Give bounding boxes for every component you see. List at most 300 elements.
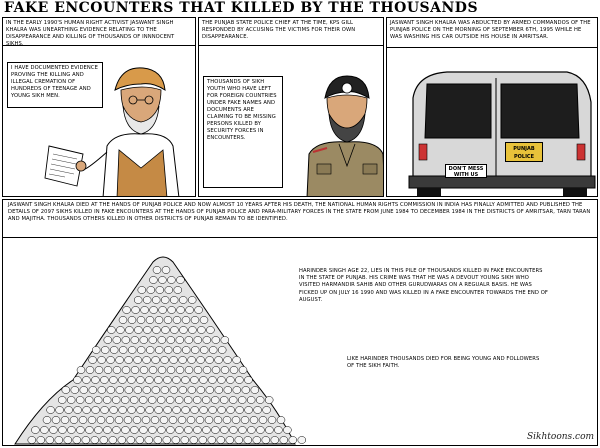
skull-shape <box>98 386 106 393</box>
skull-shape <box>131 336 139 343</box>
skull-shape <box>283 426 291 433</box>
skull-shape <box>239 366 247 373</box>
skull-shape <box>62 386 70 393</box>
skull-shape <box>271 436 279 443</box>
skull-shape <box>92 346 100 353</box>
skull-shape <box>121 426 129 433</box>
skull-shape <box>40 426 48 433</box>
skull-shape <box>199 436 207 443</box>
skull-shape <box>79 416 87 423</box>
skull-shape <box>233 356 241 363</box>
skull-shape <box>161 296 169 303</box>
skull-shape <box>139 426 147 433</box>
skull-shape <box>80 386 88 393</box>
skull-shape <box>125 326 133 333</box>
skull-shape <box>164 346 172 353</box>
skull-shape <box>208 436 216 443</box>
skull-shape <box>238 426 246 433</box>
skull-shape <box>289 436 297 443</box>
skull-shape <box>182 406 190 413</box>
skull-shape <box>110 346 118 353</box>
skull-shape <box>104 366 112 373</box>
skull-shape <box>109 376 117 383</box>
skull-shape <box>182 346 190 353</box>
skull-shape <box>170 386 178 393</box>
skull-shape <box>170 326 178 333</box>
skull-shape <box>146 316 154 323</box>
skull-shape <box>100 436 108 443</box>
skull-shape <box>146 406 154 413</box>
skull-shape <box>188 296 196 303</box>
skull-shape <box>71 386 79 393</box>
skull-shape <box>134 356 142 363</box>
skull-shape <box>229 396 237 403</box>
skull-shape <box>118 436 126 443</box>
skull-shape <box>179 356 187 363</box>
skull-shape <box>262 436 270 443</box>
skull-shape <box>149 276 157 283</box>
skull-shape <box>247 396 255 403</box>
skull-shape <box>107 356 115 363</box>
skull-shape <box>148 426 156 433</box>
skull-shape <box>116 356 124 363</box>
skull-shape <box>179 326 187 333</box>
skull-shape <box>256 396 264 403</box>
skull-shape <box>73 376 81 383</box>
panel-kps-gill <box>198 17 384 197</box>
skull-shape <box>128 316 136 323</box>
skull-shape <box>166 426 174 433</box>
skull-shape <box>176 366 184 373</box>
skull-shape <box>200 316 208 323</box>
skull-shape <box>175 426 183 433</box>
skull-shape <box>100 376 108 383</box>
skull-shape <box>89 386 97 393</box>
skull-shape <box>220 396 228 403</box>
skull-shape <box>133 416 141 423</box>
skull-shape <box>47 406 55 413</box>
skull-shape <box>245 406 253 413</box>
skull-shape <box>214 416 222 423</box>
skull-shape <box>43 416 51 423</box>
skull-shape <box>197 386 205 393</box>
skull-shape <box>140 366 148 373</box>
skull-shape <box>91 436 99 443</box>
sticker-line: DON'T MESS <box>448 166 484 172</box>
skull-shape <box>121 396 129 403</box>
skull-shape <box>241 416 249 423</box>
skull-shape <box>152 326 160 333</box>
skull-shape <box>250 416 258 423</box>
skull-shape <box>181 436 189 443</box>
skull-shape <box>238 396 246 403</box>
skull-shape <box>67 396 75 403</box>
skull-shape <box>265 426 273 433</box>
skull-shape <box>161 356 169 363</box>
skull-shape <box>143 326 151 333</box>
skull-shape <box>113 366 121 373</box>
skull-shape <box>112 426 120 433</box>
skull-shape <box>170 296 178 303</box>
skull-shape <box>89 356 97 363</box>
skull-shape <box>235 436 243 443</box>
skull-shape <box>172 436 180 443</box>
skull-shape <box>103 396 111 403</box>
page-title: FAKE ENCOUNTERS THAT KILLED BY THE THOUSANDS <box>4 0 479 16</box>
skull-shape <box>127 376 135 383</box>
skull-shape <box>265 396 273 403</box>
skull-shape <box>147 286 155 293</box>
skull-shape <box>128 346 136 353</box>
skull-shape <box>109 436 117 443</box>
skull-shape <box>165 286 173 293</box>
panel-abduction <box>386 17 598 197</box>
skull-shape <box>97 416 105 423</box>
skull-shape <box>200 406 208 413</box>
skull-shape <box>85 396 93 403</box>
skull-shape <box>167 336 175 343</box>
skull-shape <box>179 296 187 303</box>
skull-shape <box>158 366 166 373</box>
skull-shape <box>116 386 124 393</box>
skull-shape <box>212 366 220 373</box>
skull-shape <box>259 416 267 423</box>
skull-shape <box>211 396 219 403</box>
skull-shape <box>196 416 204 423</box>
skull-shape <box>161 386 169 393</box>
skull-shape <box>155 406 163 413</box>
skull-shape <box>188 326 196 333</box>
skull-shape <box>77 366 85 373</box>
skull-shape <box>107 386 115 393</box>
skull-shape <box>179 386 187 393</box>
skull-shape <box>224 356 232 363</box>
skull-shape <box>156 286 164 293</box>
skull-shape <box>119 316 127 323</box>
skull-shape <box>173 346 181 353</box>
skull-shape <box>169 416 177 423</box>
skull-shape <box>154 436 162 443</box>
skull-shape <box>95 366 103 373</box>
skull-shape <box>181 376 189 383</box>
skull-shape <box>190 436 198 443</box>
skull-shape <box>168 306 176 313</box>
skull-shape <box>199 376 207 383</box>
skull-shape <box>139 396 147 403</box>
skull-shape <box>130 396 138 403</box>
skull-shape <box>190 376 198 383</box>
skull-shape <box>58 396 66 403</box>
skull-shape <box>101 346 109 353</box>
skull-shape <box>221 336 229 343</box>
skull-shape <box>76 396 84 403</box>
skull-shape <box>143 356 151 363</box>
skull-shape <box>235 376 243 383</box>
skull-shape <box>118 376 126 383</box>
skull-shape <box>88 416 96 423</box>
skull-shape <box>70 416 78 423</box>
skull-shape <box>202 396 210 403</box>
skull-shape <box>209 406 217 413</box>
skull-shape <box>212 336 220 343</box>
skull-shape <box>191 346 199 353</box>
skull-shape <box>124 416 132 423</box>
skull-shape <box>208 376 216 383</box>
skull-shape <box>106 416 114 423</box>
skull-shape <box>113 336 121 343</box>
skull-shape <box>154 376 162 383</box>
skull-shape <box>140 336 148 343</box>
skull-shape <box>157 396 165 403</box>
skull-shape <box>223 416 231 423</box>
skull-shape <box>131 366 139 373</box>
skull-shape <box>137 316 145 323</box>
skull-shape <box>31 426 39 433</box>
skull-shape <box>200 346 208 353</box>
skull-shape <box>206 326 214 333</box>
skull-shape <box>203 336 211 343</box>
skull-shape <box>146 346 154 353</box>
skull-shape <box>148 396 156 403</box>
skull-shape <box>206 356 214 363</box>
skull-shape <box>125 386 133 393</box>
panel-caption: THE PUNJAB STATE POLICE CHIEF AT THE TIME, KPS GILL RESPONDED BY ACCUSING THE VICTIMS FOR THEIR OWN DISAPPEARANCE. <box>199 18 383 46</box>
speech-bubble: I HAVE DOCUMENTED EVIDENCE PROVING THE KILLING AND ILLEGAL CREMATION OF HUNDREDS OF TEENAGE AND YOUNG SIKH MEN. <box>7 62 103 108</box>
skull-shape <box>141 306 149 313</box>
skull-shape <box>164 316 172 323</box>
skull-shape <box>227 406 235 413</box>
skull-shape <box>128 406 136 413</box>
skull-shape <box>152 386 160 393</box>
skull-shape <box>163 376 171 383</box>
skull-shape <box>58 426 66 433</box>
skull-shape <box>145 436 153 443</box>
skull-shape <box>151 416 159 423</box>
skull-shape <box>142 416 150 423</box>
skull-shape <box>174 286 182 293</box>
skull-shape <box>195 306 203 313</box>
skull-shape <box>130 426 138 433</box>
plate-line: PUNJAB <box>513 146 535 152</box>
skull-shape <box>184 426 192 433</box>
skull-shape <box>157 426 165 433</box>
skull-shape <box>221 366 229 373</box>
skull-shape <box>112 396 120 403</box>
skull-shape <box>224 386 232 393</box>
skull-shape <box>173 316 181 323</box>
panel-khalra <box>2 17 196 197</box>
skull-shape <box>98 356 106 363</box>
skull-shape <box>76 426 84 433</box>
skull-shape <box>143 386 151 393</box>
skull-shape <box>94 396 102 403</box>
skull-shape <box>119 406 127 413</box>
skull-shape <box>37 436 45 443</box>
skull-shape <box>230 366 238 373</box>
skull-shape <box>166 396 174 403</box>
skull-shape <box>73 436 81 443</box>
skull-shape <box>134 296 142 303</box>
skull-shape <box>177 306 185 313</box>
panel-caption: IN THE EARLY 1990'S HUMAN RIGHT ACTIVIST JASWANT SINGH KHALRA WAS UNEARTHING EVIDENCE RELATING TO THE DISAPPEARANCE AND KILLING OF THOUSANDS OF INNNOCENT SIKHS. <box>3 18 195 46</box>
bumper-sticker <box>445 164 487 178</box>
skull-shape <box>209 346 217 353</box>
skull-shape <box>220 426 228 433</box>
skull-shape <box>104 336 112 343</box>
skull-shape <box>202 426 210 433</box>
skull-shape <box>116 326 124 333</box>
skull-shape <box>82 436 90 443</box>
skull-shape <box>268 416 276 423</box>
skull-shape <box>298 436 306 443</box>
speech-bubble: THOUSANDS OF SIKH YOUTH WHO HAVE LEFT FOR FOREIGN COUNTRIES UNDER FAKE NAMES AND DOCUMENTS ARE CLAIMING TO BE MISSING PERSONS KILLED BY SECURITY FORCES IN ENCOUNTERS. <box>203 76 283 188</box>
skull-shape <box>186 306 194 313</box>
skull-shape <box>233 386 241 393</box>
police-plate <box>505 142 543 162</box>
skull-shape <box>194 366 202 373</box>
skull-shape <box>152 356 160 363</box>
skull-shape <box>155 316 163 323</box>
skull-shape <box>74 406 82 413</box>
skull-shape <box>107 326 115 333</box>
skull-shape <box>244 436 252 443</box>
skull-shape <box>197 356 205 363</box>
skull-shape <box>188 386 196 393</box>
skull-shape <box>28 436 36 443</box>
skull-shape <box>167 366 175 373</box>
skull-shape <box>158 336 166 343</box>
skull-shape <box>191 406 199 413</box>
skull-shape <box>218 346 226 353</box>
skull-shape <box>137 406 145 413</box>
skull-shape <box>82 376 90 383</box>
skull-shape <box>127 436 135 443</box>
skull-shape <box>134 326 142 333</box>
skull-shape <box>229 426 237 433</box>
skull-shape <box>119 346 127 353</box>
skull-shape <box>123 306 131 313</box>
skull-shape <box>125 356 133 363</box>
skull-shape <box>136 376 144 383</box>
skull-shape <box>217 376 225 383</box>
skull-shape <box>149 366 157 373</box>
skull-shape <box>61 416 69 423</box>
skull-shape <box>197 326 205 333</box>
panel-caption: JASWANT SINGH KHALRA WAS ABDUCTED BY ARMED COMMANDOS OF THE PUNJAB POLICE ON THE MORNING OF SEPTEMBER 6TH, 1995 WHILE HE WAS WASHING HIS CAR OUTSIDE HIS HOUSE IN AMRITSAR. <box>387 18 597 48</box>
skull-shape <box>253 436 261 443</box>
skull-shape <box>55 436 63 443</box>
skull-shape <box>247 426 255 433</box>
skull-shape <box>103 426 111 433</box>
skull-shape <box>280 436 288 443</box>
skull-shape <box>164 406 172 413</box>
skull-shape <box>46 436 54 443</box>
skull-shape <box>226 436 234 443</box>
skull-shape <box>122 366 130 373</box>
skull-shape <box>162 266 170 273</box>
skull-shape <box>83 406 91 413</box>
skull-shape <box>193 396 201 403</box>
skull-shape <box>194 336 202 343</box>
skull-shape <box>101 406 109 413</box>
skull-shape <box>256 426 264 433</box>
closing-text: LIKE HARINDER THOUSANDS DIED FOR BEING YOUNG AND FOLLOWERS OF THE SIKH FAITH. <box>347 356 540 370</box>
skull-shape <box>277 416 285 423</box>
skull-shape <box>163 436 171 443</box>
skull-shape <box>193 426 201 433</box>
skull-shape <box>217 436 225 443</box>
skull-shape <box>115 416 123 423</box>
skull-shape <box>92 406 100 413</box>
skull-shape <box>206 386 214 393</box>
skull-shape <box>215 356 223 363</box>
skull-shape <box>150 306 158 313</box>
skull-shape <box>85 426 93 433</box>
skull-shape <box>161 326 169 333</box>
skull-shape <box>138 286 146 293</box>
skull-shape <box>218 406 226 413</box>
skull-shape <box>203 366 211 373</box>
skull-pile-illustration <box>3 200 598 446</box>
skull-shape <box>64 436 72 443</box>
skull-shape <box>185 366 193 373</box>
skull-shape <box>86 366 94 373</box>
skull-shape <box>65 406 73 413</box>
skull-shape <box>185 336 193 343</box>
skull-shape <box>94 426 102 433</box>
skull-shape <box>143 296 151 303</box>
skull-shape <box>122 336 130 343</box>
skull-shape <box>110 406 118 413</box>
skull-shape <box>251 386 259 393</box>
skull-shape <box>188 356 196 363</box>
skull-shape <box>159 306 167 313</box>
skull-shape <box>182 316 190 323</box>
skull-shape <box>136 436 144 443</box>
skull-shape <box>153 266 161 273</box>
skull-shape <box>149 336 157 343</box>
skull-shape <box>263 406 271 413</box>
skull-shape <box>191 316 199 323</box>
skull-shape <box>172 376 180 383</box>
skull-shape <box>145 376 153 383</box>
skull-shape <box>132 306 140 313</box>
skull-shape <box>173 406 181 413</box>
skull-shape <box>49 426 57 433</box>
skull-shape <box>134 386 142 393</box>
skull-shape <box>137 346 145 353</box>
sticker-line: WITH US <box>453 172 479 178</box>
skull-shape <box>178 416 186 423</box>
skull-shape <box>242 386 250 393</box>
skull-shape <box>167 276 175 283</box>
signature: Sikhtoons.com <box>527 432 595 442</box>
skull-shape <box>91 376 99 383</box>
skull-shape <box>211 426 219 433</box>
skull-shape <box>232 416 240 423</box>
skull-shape <box>52 416 60 423</box>
skull-shape <box>226 376 234 383</box>
skull-shape <box>67 426 75 433</box>
harinder-text: HARINDER SINGH AGE 22, LIES IN THIS PILE OF THOUSANDS KILLED IN FAKE ENCOUNTERS IN THE STATE OF PUNJAB. HIS CRIME WAS THAT HE WAS A DEVOUT YOUNG SIKH WHO VISITED HARMANDIR SAHIB AND OTHER GURUDWARAS ON A REGUALR BASIS. HE WAS FICKED UP ON JULY 16 1990 AND WAS KILLED IN A FAKE ENCOUNTER TOWARDS THE END OF AUGUST. <box>299 268 548 303</box>
skull-shape <box>152 296 160 303</box>
panel-bone-pile <box>2 199 598 446</box>
skull-shape <box>184 396 192 403</box>
skull-shape <box>160 416 168 423</box>
plate-line: POLICE <box>513 154 535 160</box>
skull-shape <box>187 416 195 423</box>
skull-shape <box>56 406 64 413</box>
